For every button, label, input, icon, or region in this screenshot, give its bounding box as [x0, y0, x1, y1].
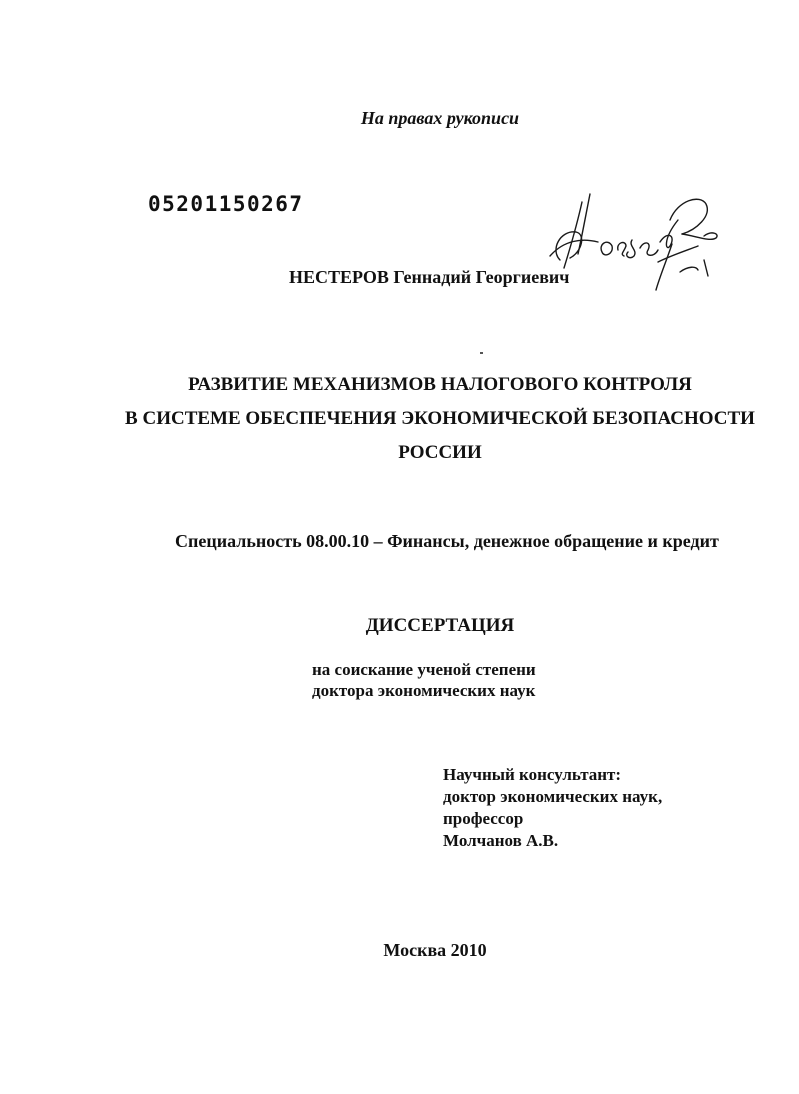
advisor-line: Научный консультант: [443, 765, 622, 784]
document-type: ДИССЕРТАЦИЯ [365, 615, 515, 636]
title-line: РОССИИ [398, 442, 482, 463]
degree-line: на соискание ученой степени [312, 660, 536, 679]
degree-statement [312, 659, 536, 701]
author-name: НЕСТЕРОВ Геннадий Георгиевич [289, 267, 570, 287]
registration-number: 05201150267 [148, 192, 304, 216]
title-line: В СИСТЕМЕ ОБЕСПЕЧЕНИЯ ЭКОНОМИЧЕСКОЙ БЕЗОПАСНОСТИ [125, 408, 755, 429]
title-line: РАЗВИТИЕ МЕХАНИЗМОВ НАЛОГОВОГО КОНТРОЛЯ [188, 374, 692, 395]
scan-mark [480, 352, 483, 354]
rights-note: На правах рукописи [360, 108, 520, 128]
advisor-line: профессор [443, 809, 524, 828]
advisor-line: Молчанов А.В. [443, 831, 559, 850]
specialty: Специальность 08.00.10 – Финансы, денежное обращение и кредит [175, 531, 719, 551]
degree-line: доктора экономических наук [312, 681, 536, 700]
scientific-advisor [443, 764, 662, 852]
dissertation-title [0, 368, 799, 470]
city-year: Москва 2010 [383, 940, 487, 960]
advisor-line: доктор экономических наук, [443, 787, 663, 806]
